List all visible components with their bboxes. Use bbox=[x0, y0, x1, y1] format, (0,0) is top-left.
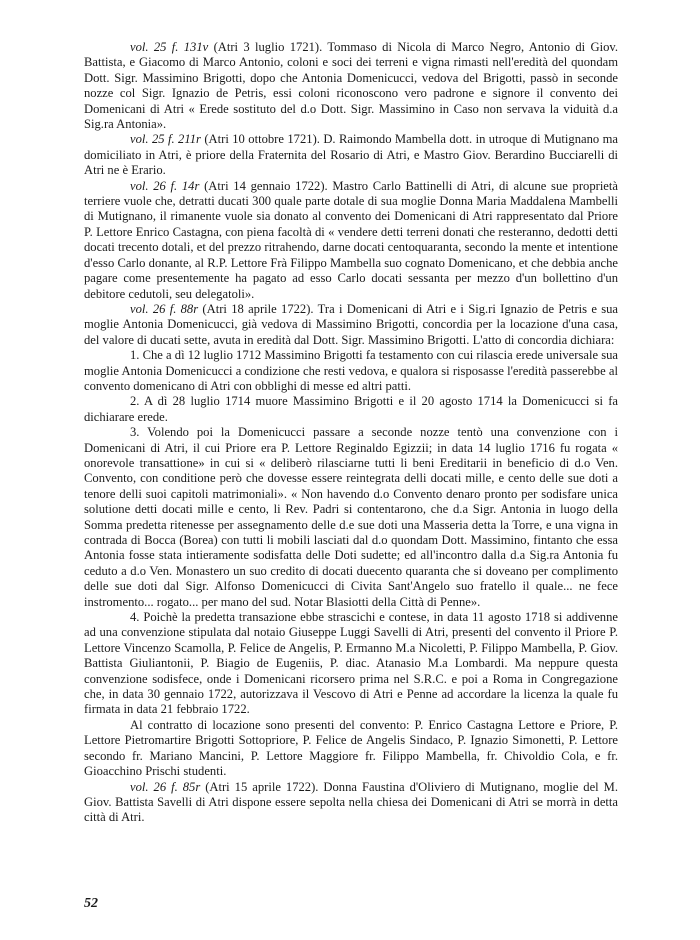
volume-reference: vol. 26 f. 85r bbox=[130, 779, 201, 794]
paragraph-text: (Atri 3 luglio 1721). Tommaso di Nicola di Marco Negro, Antonio di Giov. Battista, e Giacomo di Marco Antonio, coloni e soci dei terreni e vigna rimasti nell'eredità del quondam Dott. Sigr. Massimino Brigotti, dopo che Antonia Domenicucci, vedova del Brigotti, passò in seconde nozze col Sigr. Ignazio de Petris, essi coloni riconoscono vero padrone e signore il convento dei Domenicani di Atri « Erede sostituto del d.o Dott. Sigr. Massimino in Caso non servava la viduità d.a Sig.ra Antonia». bbox=[84, 40, 619, 132]
list-item-2 bbox=[84, 394, 618, 425]
paragraph-contract bbox=[84, 718, 618, 780]
paragraph-text: Al contratto di locazione sono presenti del convento: P. Enrico Castagna Lettore e Priore, P. Lettore Pietromartire Brigotti Sottopriore, P. Felice de Angelis Sindaco, P. Ignazio Simonetti, P. Lettore secondo fr. Mariano Mancini, P. Lettore Maggiore fr. Filippo Mambella, fr. Chivoldio Cola, e fr. Gioacchino Prischi studenti. bbox=[84, 717, 618, 779]
paragraph-text: (Atri 15 aprile 1722). Donna Faustina d'Oliviero di Mutignano, moglie del M. Giov. Battista Savelli di Atri dispone essere sepolta nella chiesa dei Domenicani di Atri se morrà in detta città di Atri. bbox=[84, 779, 618, 825]
list-item-1 bbox=[84, 348, 618, 394]
list-item-3 bbox=[84, 425, 618, 610]
volume-reference: vol. 26 f. 88r bbox=[130, 301, 199, 316]
page-number: 52 bbox=[84, 896, 98, 911]
volume-reference: vol. 25 f. 131v bbox=[130, 40, 209, 54]
paragraph-5 bbox=[84, 780, 618, 826]
paragraph-3 bbox=[84, 179, 618, 302]
volume-reference: vol. 25 f. 211r bbox=[130, 132, 201, 147]
paragraph-2 bbox=[84, 132, 618, 178]
paragraph-1 bbox=[84, 40, 618, 132]
paragraph-text: 2. A dì 28 luglio 1714 muore Massimino Brigotti e il 20 agosto 1714 la Domenicucci si fa dichiarare erede. bbox=[84, 394, 618, 424]
paragraph-text: (Atri 10 ottobre 1721). D. Raimondo Mambella dott. in utroque di Mutignano ma domiciliato in Atri, è priore della Fraternita del Rosario di Atri, e Mastro Giov. Berardino Bucciarelli di Atri ne è Erario. bbox=[84, 132, 619, 178]
paragraph-text: 3. Volendo poi la Domenicucci passare a seconde nozze tentò una convenzione con i Domenicani di Atri, il cui Priore era P. Lettore Reginaldo Egizzii; in data 14 luglio 1716 fu rogata « onorevole transattione» in cui si « deliberò rilasciarne tutti li beni Ereditarii in beneficio di d.o Ven. Convento, con conditione però che dovesse essere reintegrata delli docati mille, e cento delle sue doti a tenore delli suoi capitoli matrimoniali». « Non havendo d.o Convento denaro pronto per sodisfare unica solutione detti docati mille e cento, li Rev. Padri si contentarono, che d.a Sigr. Antonia in luogo della Somma predetta ritenesse per assegnamento delle d.e sue doti una Masseria detta la Torre, e una vigna in contrada di Bocca (Borea) con tutti li mobili lasciati dal d.o quondam Dott. Massimino, fintanto che essa Antonia fosse stata intieramente sodisfatta delle Doti sudette; ed all'incontro dalla d.a Sig.ra Antonia fu ceduto a d.o Ven. Monastero un suo credito di docati duecento quaranta che si doveano per complimento delle sue doti dal Sigr. Alfonso Domenicucci di Civita Sant'Angelo suo fratello il quale... ne fece instromento... rogato... per mano del sud. Notar Blasiotti della Città di Penne». bbox=[84, 425, 618, 609]
volume-reference: vol. 26 f. 14r bbox=[130, 178, 200, 193]
list-item-4 bbox=[84, 610, 618, 718]
paragraph-4 bbox=[84, 302, 618, 348]
paragraph-text: 1. Che a dì 12 luglio 1712 Massimino Brigotti fa testamento con cui rilascia erede universale sua moglie Antonia Domenicucci a condizione che resti vedova, e qualora si risposasse l'eredità passerebbe al convento domenicano di Atri con obblighi di messe ed altri patti. bbox=[84, 348, 618, 393]
paragraph-text: (Atri 14 gennaio 1722). Mastro Carlo Battinelli di Atri, di alcune sue proprietà terriere vuole che, detratti ducati 300 quale parte dotale di sua moglie Donna Maria Maddalena Mambelli di Mutignano, il rimanente vuole sia donato al convento dei Domenicani di Atri rappresentato dal Priore P. Lettore Enrico Castagna, con piena facoltà di « vendere detti terreni donati che resteranno, dedotti detti docati trecento dotali, et del prezzo ritrahendo, darne docati centoquaranta, secondo la mente et intentione d'esso Carlo donante, al R.P. Lettore Frà Filippo Mambella suo cognato Domenicano, et che debbia anche pagare come presentemente ha pagato ad esso Carlo docati sessanta per mezzo d'un bollettino d'un debitore cedutoli, seu delegatoli». bbox=[84, 178, 618, 301]
paragraph-text: (Atri 18 aprile 1722). Tra i Domenicani di Atri e i Sig.ri Ignazio de Petris e sua moglie Antonia Domenicucci, già vedova di Massimino Brigotti, concordia per la locazione d'una casa, del valore di ducati sette, avuta in eredità dal Dott. Sigr. Massimino Brigotti. L'atto di concordia dichiara: bbox=[84, 301, 618, 347]
paragraph-text: 4. Poichè la predetta transazione ebbe strascichi e contese, in data 11 agosto 1718 si addivenne ad una convenzione stipulata dal notaio Giuseppe Luggi Savelli di Atri, presenti del convento il Priore P. Lettore Vincenzo Scamolla, P. Felice de Angelis, P. Ermanno M.a Nicoletti, P. Filippo Mambella, P. Giov. Battista Giuliantonii, P. Biagio de Eugeniis, P. diac. Atanasio M.a Lombardi. Ma neppure questa convenzione sodisfece, onde i Domenicani ricorsero prima nel S.R.C. e poi a Roma in Congregazione che, in data 30 gennaio 1722, autorizzava il Vescovo di Atri e Penne ad accordare la licenza la quale fu firmata in data 21 febbraio 1722. bbox=[84, 610, 618, 717]
